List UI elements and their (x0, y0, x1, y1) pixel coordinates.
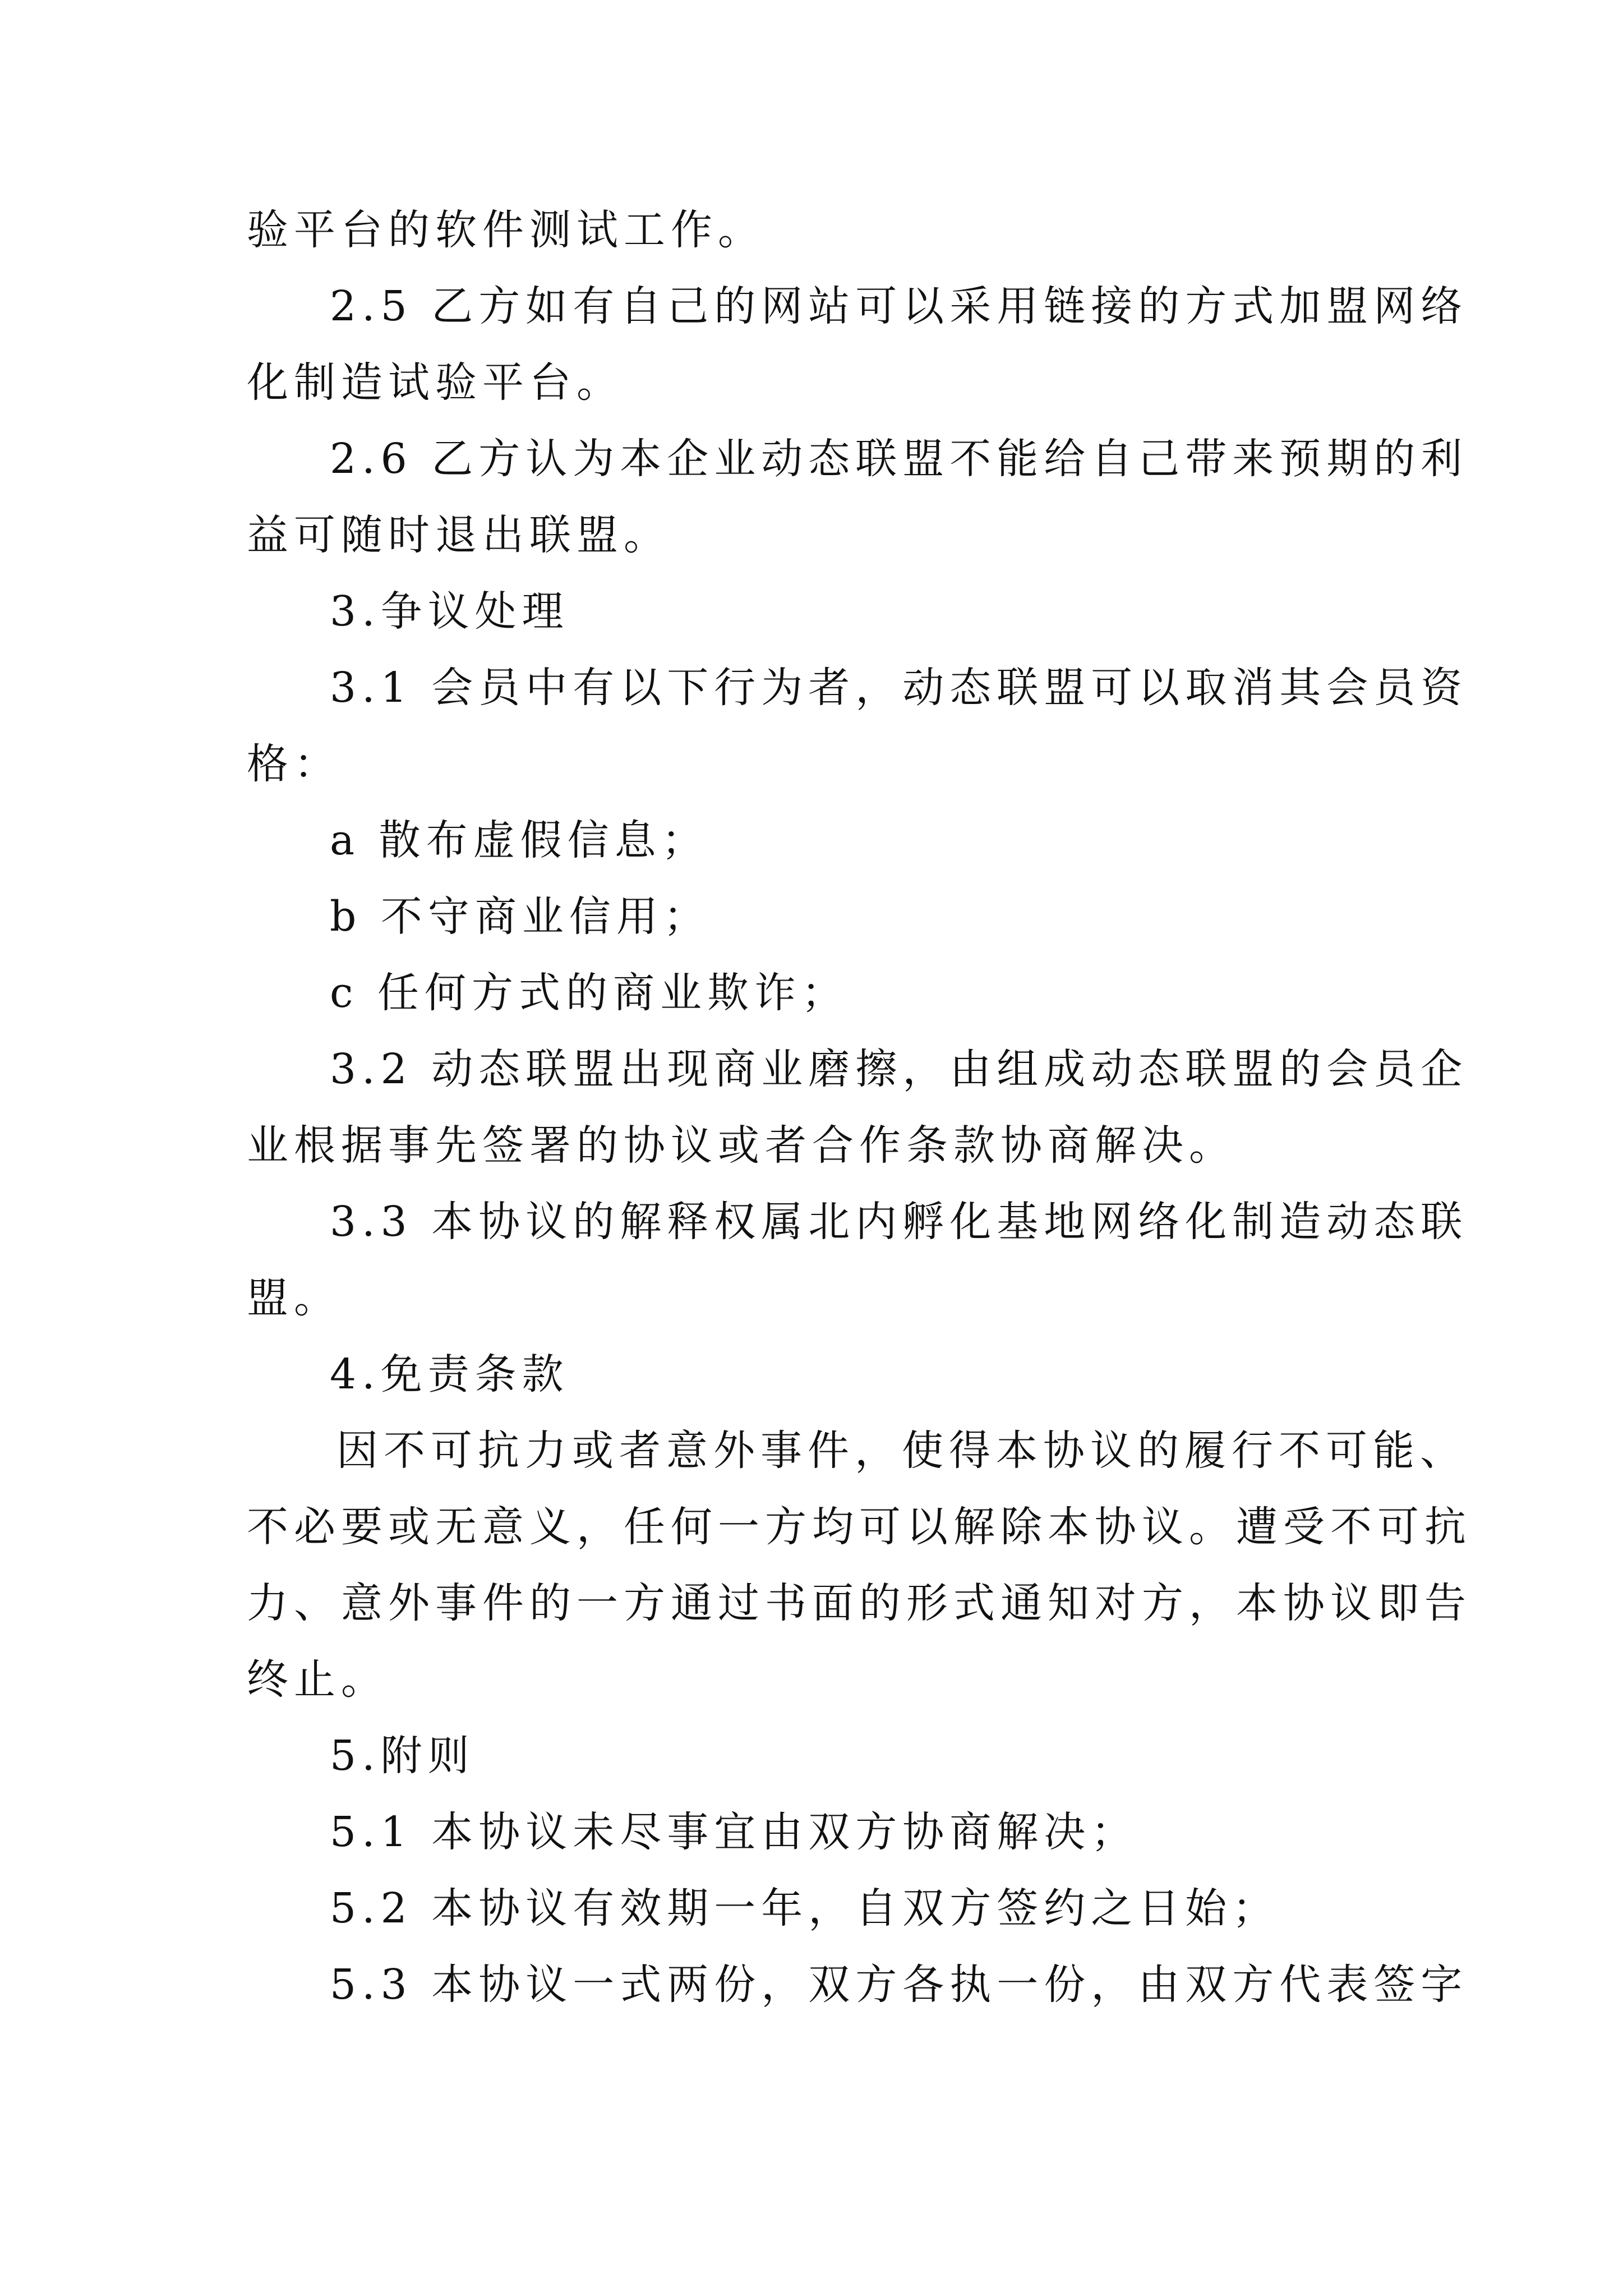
text-line: 2.6 乙方认为本企业动态联盟不能给自己带来预期的利 (330, 435, 1468, 483)
text-line: 3.2 动态联盟出现商业磨擦，由组成动态联盟的会员企 (330, 1045, 1468, 1093)
text-line: 5.1 本协议未尽事宜由双方协商解决； (330, 1808, 1138, 1856)
text-line: 3.3 本协议的解释权属北内孵化基地网络化制造动态联 (330, 1198, 1468, 1246)
text-line: 5.3 本协议一式两份，双方各执一份，由双方代表签字 (330, 1961, 1468, 2009)
section-heading: 3.争议处理 (330, 587, 569, 636)
text-line: 不必要或无意义，任何一方均可以解除本协议。遭受不可抗 (247, 1503, 1472, 1551)
list-item: c 任何方式的商业欺诈； (330, 969, 849, 1017)
list-item: b 不守商业信用； (330, 892, 711, 941)
text-line: 格： (247, 740, 341, 788)
text-line: 终止。 (247, 1655, 388, 1704)
text-line: 益可随时退出联盟。 (247, 511, 671, 559)
text-line: 3.1 会员中有以下行为者，动态联盟可以取消其会员资 (330, 664, 1468, 712)
text-line: 盟。 (247, 1274, 341, 1322)
text-line: 验平台的软件测试工作。 (247, 206, 765, 254)
section-heading: 4.免责条款 (330, 1350, 569, 1398)
text-line: 业根据事先签署的协议或者合作条款协商解决。 (247, 1121, 1236, 1170)
text-line: 力、意外事件的一方通过书面的形式通知对方，本协议即告 (247, 1579, 1472, 1627)
text-line: 因不可抗力或者意外事件，使得本协议的履行不可能、 (336, 1427, 1467, 1475)
list-item: a 散布虚假信息； (330, 816, 709, 864)
section-heading: 5.附则 (330, 1732, 475, 1780)
text-line: 5.2 本协议有效期一年，自双方签约之日始； (330, 1884, 1280, 1932)
text-line: 化制造试验平台。 (247, 358, 624, 407)
text-line: 2.5 乙方如有自己的网站可以采用链接的方式加盟网络 (330, 282, 1468, 330)
